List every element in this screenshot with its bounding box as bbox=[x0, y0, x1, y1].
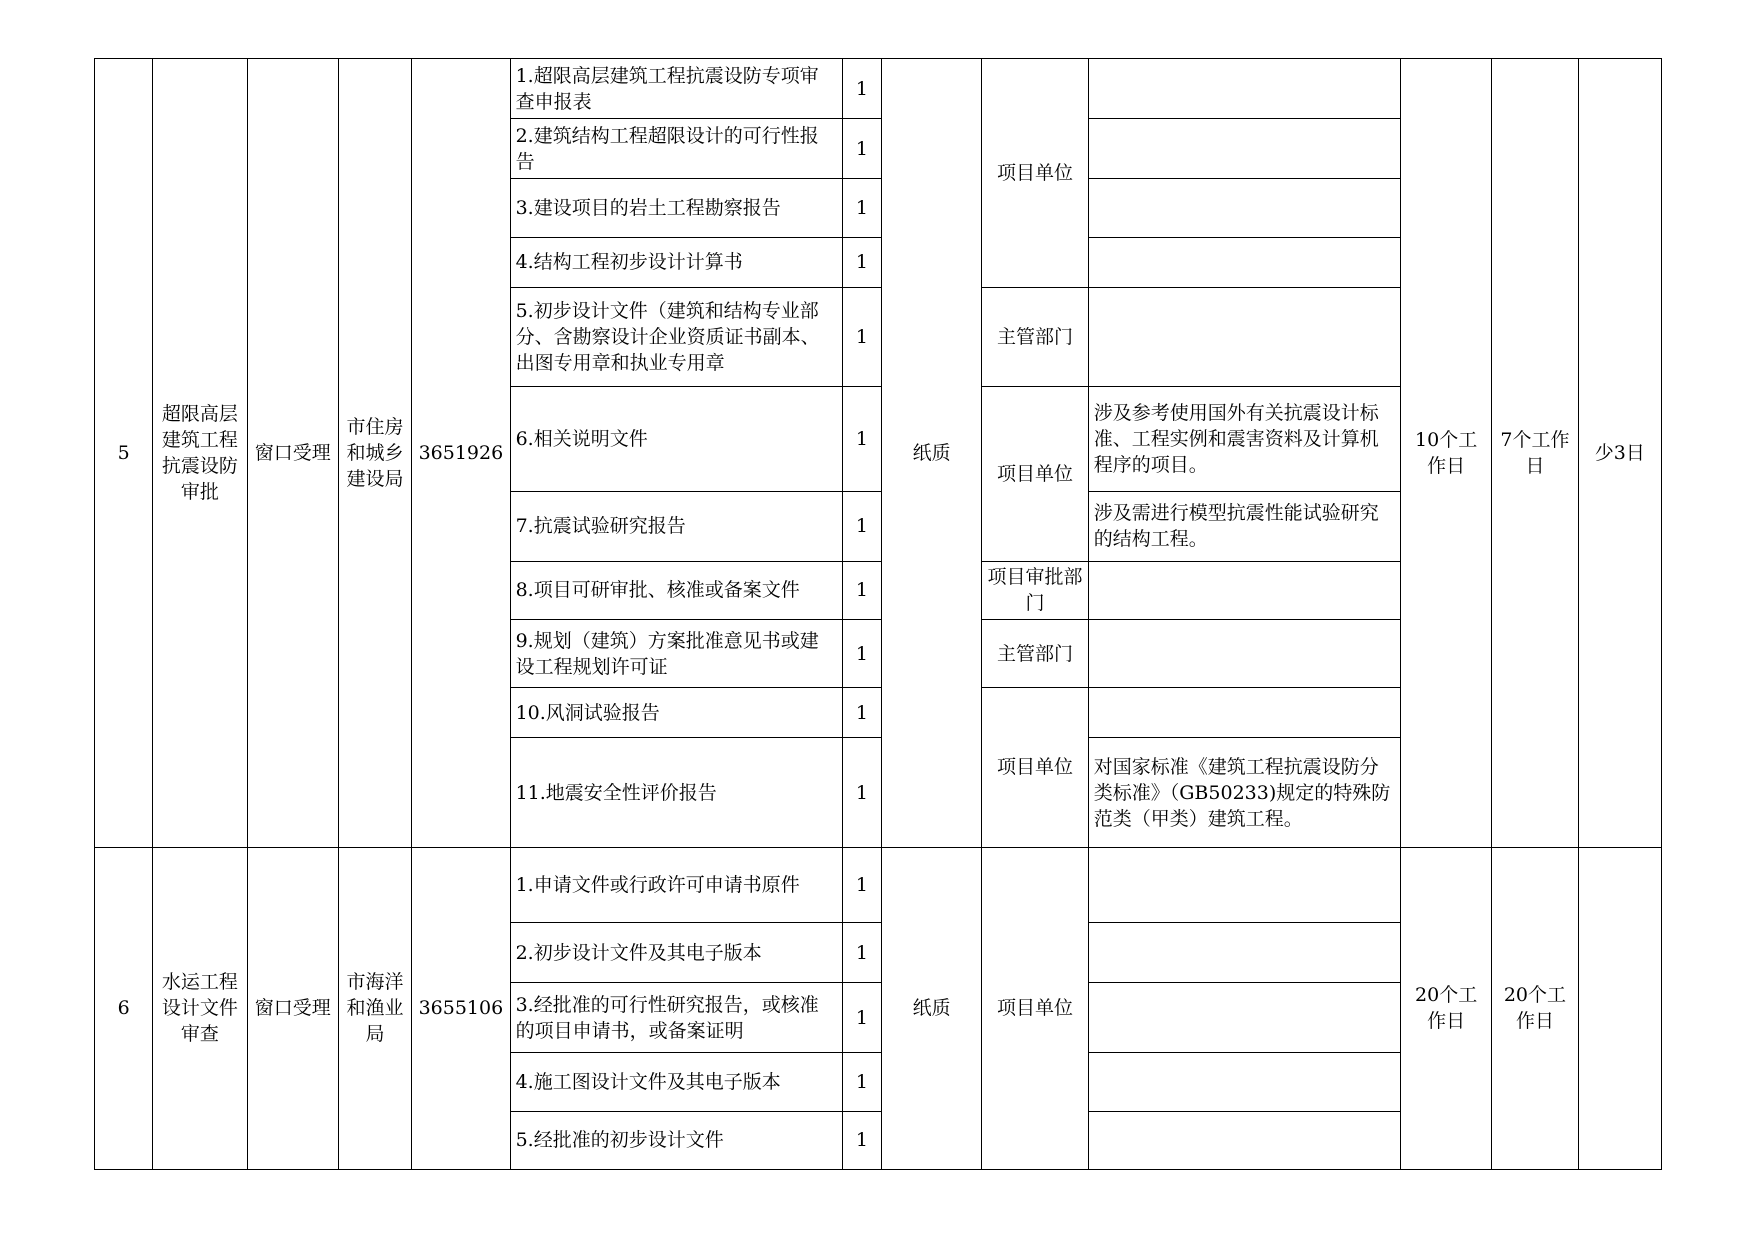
material-note: 对国家标准《建筑工程抗震设防分类标准》（GB50233)规定的特殊防范类（甲类）建筑工程。 bbox=[1088, 738, 1400, 847]
material-count: 1 bbox=[842, 1053, 881, 1111]
material-note bbox=[1088, 1053, 1400, 1111]
material-source: 项目单位 bbox=[982, 847, 1088, 1169]
material-note bbox=[1088, 179, 1400, 237]
material-count: 1 bbox=[842, 738, 881, 847]
promised-time-limit: 7个工作日 bbox=[1492, 59, 1578, 848]
material-source: 项目单位 bbox=[982, 59, 1088, 288]
material-count: 1 bbox=[842, 688, 881, 738]
material-name: 10.风洞试验报告 bbox=[510, 688, 842, 738]
material-source: 项目单位 bbox=[982, 387, 1088, 562]
material-count: 1 bbox=[842, 619, 881, 687]
material-note bbox=[1088, 847, 1400, 922]
material-note: 涉及参考使用国外有关抗震设计标准、工程实例和震害资料及计算机程序的项目。 bbox=[1088, 387, 1400, 491]
material-count: 1 bbox=[842, 1111, 881, 1169]
item-name: 超限高层建筑工程抗震设防审批 bbox=[153, 59, 247, 848]
material-count: 1 bbox=[842, 237, 881, 287]
material-source: 主管部门 bbox=[982, 619, 1088, 687]
material-name: 4.施工图设计文件及其电子版本 bbox=[510, 1053, 842, 1111]
material-name: 5.经批准的初步设计文件 bbox=[510, 1111, 842, 1169]
material-note bbox=[1088, 1111, 1400, 1169]
material-name: 6.相关说明文件 bbox=[510, 387, 842, 491]
material-name: 9.规划（建筑）方案批准意见书或建设工程规划许可证 bbox=[510, 619, 842, 687]
material-note bbox=[1088, 237, 1400, 287]
material-name: 1.超限高层建筑工程抗震设防专项审查申报表 bbox=[510, 59, 842, 119]
material-note bbox=[1088, 119, 1400, 179]
material-name: 2.初步设计文件及其电子版本 bbox=[510, 923, 842, 983]
department: 市海洋和渔业局 bbox=[338, 847, 411, 1169]
item-number: 6 bbox=[95, 847, 153, 1169]
material-note: 涉及需进行模型抗震性能试验研究的结构工程。 bbox=[1088, 491, 1400, 561]
material-note bbox=[1088, 923, 1400, 983]
promised-time-limit: 20个工作日 bbox=[1492, 847, 1578, 1169]
table-row bbox=[95, 847, 1662, 922]
material-form: 纸质 bbox=[881, 59, 981, 848]
material-source: 项目单位 bbox=[982, 688, 1088, 848]
material-count: 1 bbox=[842, 847, 881, 922]
material-form: 纸质 bbox=[881, 847, 981, 1169]
material-source: 主管部门 bbox=[982, 287, 1088, 386]
handling-method: 窗口受理 bbox=[247, 59, 338, 848]
material-name: 3.建设项目的岩土工程勘察报告 bbox=[510, 179, 842, 237]
material-count: 1 bbox=[842, 119, 881, 179]
material-note bbox=[1088, 59, 1400, 119]
material-note bbox=[1088, 619, 1400, 687]
material-count: 1 bbox=[842, 387, 881, 491]
table-row bbox=[95, 59, 1662, 119]
legal-time-limit: 20个工作日 bbox=[1400, 847, 1491, 1169]
material-table bbox=[94, 58, 1662, 1170]
time-reduced: 少3日 bbox=[1578, 59, 1661, 848]
material-note bbox=[1088, 983, 1400, 1053]
material-name: 7.抗震试验研究报告 bbox=[510, 491, 842, 561]
time-reduced bbox=[1578, 847, 1661, 1169]
material-count: 1 bbox=[842, 561, 881, 619]
material-count: 1 bbox=[842, 983, 881, 1053]
material-note bbox=[1088, 287, 1400, 386]
material-count: 1 bbox=[842, 923, 881, 983]
material-name: 4.结构工程初步设计计算书 bbox=[510, 237, 842, 287]
material-count: 1 bbox=[842, 287, 881, 386]
item-code: 3655106 bbox=[412, 847, 510, 1169]
item-code: 3651926 bbox=[412, 59, 510, 848]
material-name: 5.初步设计文件（建筑和结构专业部分、含勘察设计企业资质证书副本、出图专用章和执业专用章 bbox=[510, 287, 842, 386]
material-note bbox=[1088, 688, 1400, 738]
handling-method: 窗口受理 bbox=[247, 847, 338, 1169]
material-count: 1 bbox=[842, 59, 881, 119]
item-number: 5 bbox=[95, 59, 153, 848]
material-source: 项目审批部门 bbox=[982, 561, 1088, 619]
department: 市住房和城乡建设局 bbox=[338, 59, 411, 848]
material-name: 1.申请文件或行政许可申请书原件 bbox=[510, 847, 842, 922]
material-note bbox=[1088, 561, 1400, 619]
material-name: 3.经批准的可行性研究报告，或核准的项目申请书，或备案证明 bbox=[510, 983, 842, 1053]
material-count: 1 bbox=[842, 179, 881, 237]
material-count: 1 bbox=[842, 491, 881, 561]
legal-time-limit: 10个工作日 bbox=[1400, 59, 1491, 848]
material-name: 8.项目可研审批、核准或备案文件 bbox=[510, 561, 842, 619]
material-name: 2.建筑结构工程超限设计的可行性报告 bbox=[510, 119, 842, 179]
material-name: 11.地震安全性评价报告 bbox=[510, 738, 842, 847]
item-name: 水运工程设计文件审查 bbox=[153, 847, 247, 1169]
